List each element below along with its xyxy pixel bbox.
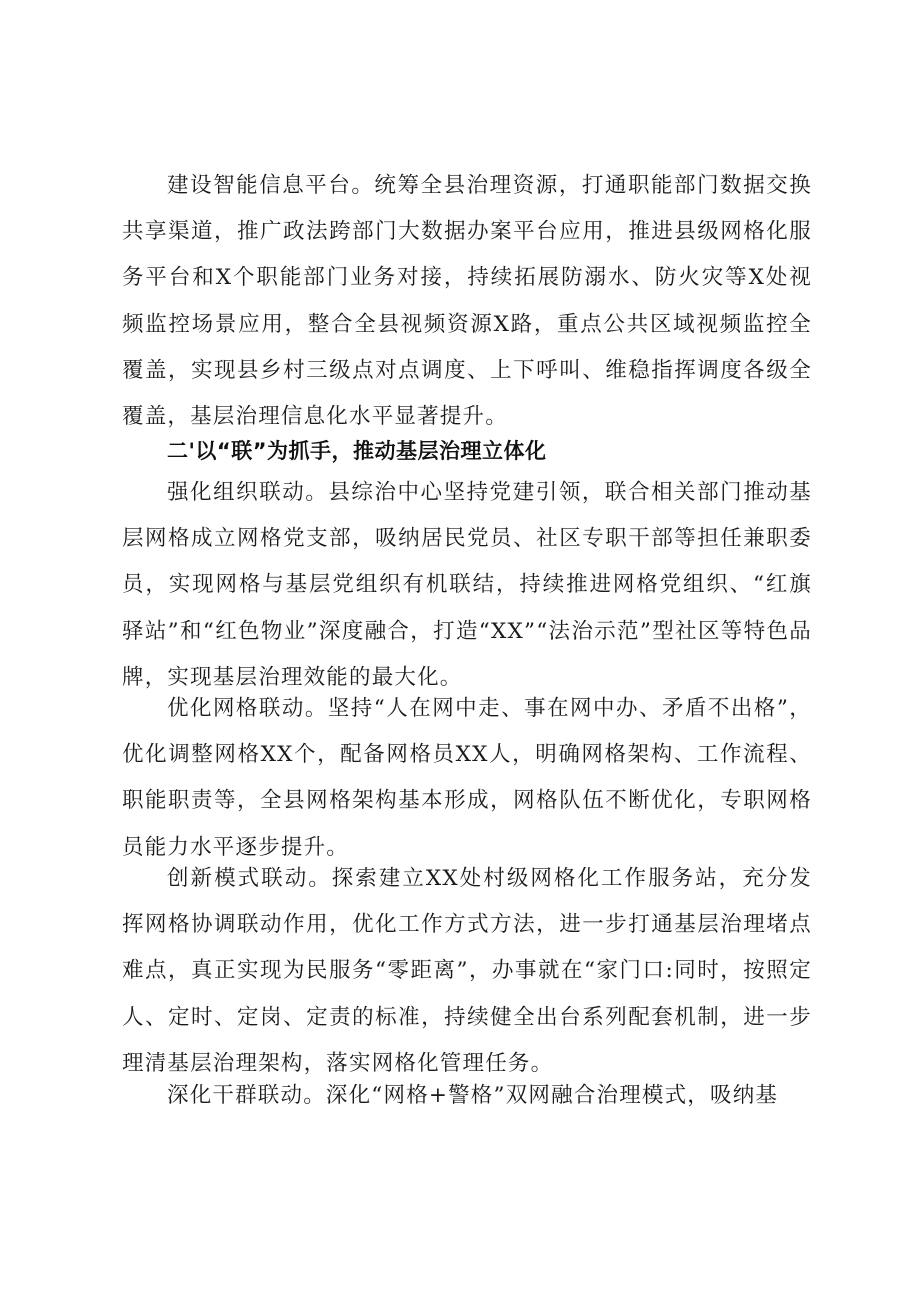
paragraph-cadre-linkage: 深化干群联动。深化“网格+警格”双网融合治理模式，吸纳基 [167,1083,779,1108]
paragraph-grid-linkage: 优化网格联动。坚持“人在网中走、事在网中办、矛盾不出格”，优化调整网格XX个，配备网格员XX人，明确网格架构、工作流程、职能职责等，全县网格架构基本形成，网格队伍不断优化，专职网格员能力水平逐步提升。 [122,696,812,860]
paragraph-mode-linkage: 创新模式联动。探索建立XX处村级网格化工作服务站，充分发挥网格协调联动作用，优化工作方式方法，进一步打通基层治理堵点难点，真正实现为民服务“零距离”，办事就在“家门口:同时，按照定人、定时、定岗、定责的标准，持续健全出台系列配套机制，进一步理清基层治理架构，落实网格化管理任务。 [122,866,812,1076]
section-heading: 二'以“联”为抓手，推动基层治理立体化 [167,439,547,463]
paragraph-organization-linkage: 强化组织联动。县综治中心坚持党建引领，联合相关部门推动基层网格成立网格党支部，吸纳居民党员、社区专职干部等担任兼职委员，实现网格与基层党组织有机联结，持续推进网格党组织、“红旗驿站”和“红色物业”深度融合，打造“XX”“法治示范”型社区等特色品牌，实现基层治理效能的最大化。 [122,480,812,690]
paragraph-smart-platform: 建设智能信息平台。统筹全县治理资源，打通职能部门数据交换共享渠道，推广政法跨部门大数据办案平台应用，推进县级网格化服务平台和X个职能部门业务对接，持续拓展防溺水、防火灾等X处视频监控场景应用，整合全县视频资源X路，重点公共区域视频监控全覆盖，实现县乡村三级点对点调度、上下呼叫、维稳指挥调度各级全覆盖，基层治理信息化水平显著提升。 [122,173,812,430]
